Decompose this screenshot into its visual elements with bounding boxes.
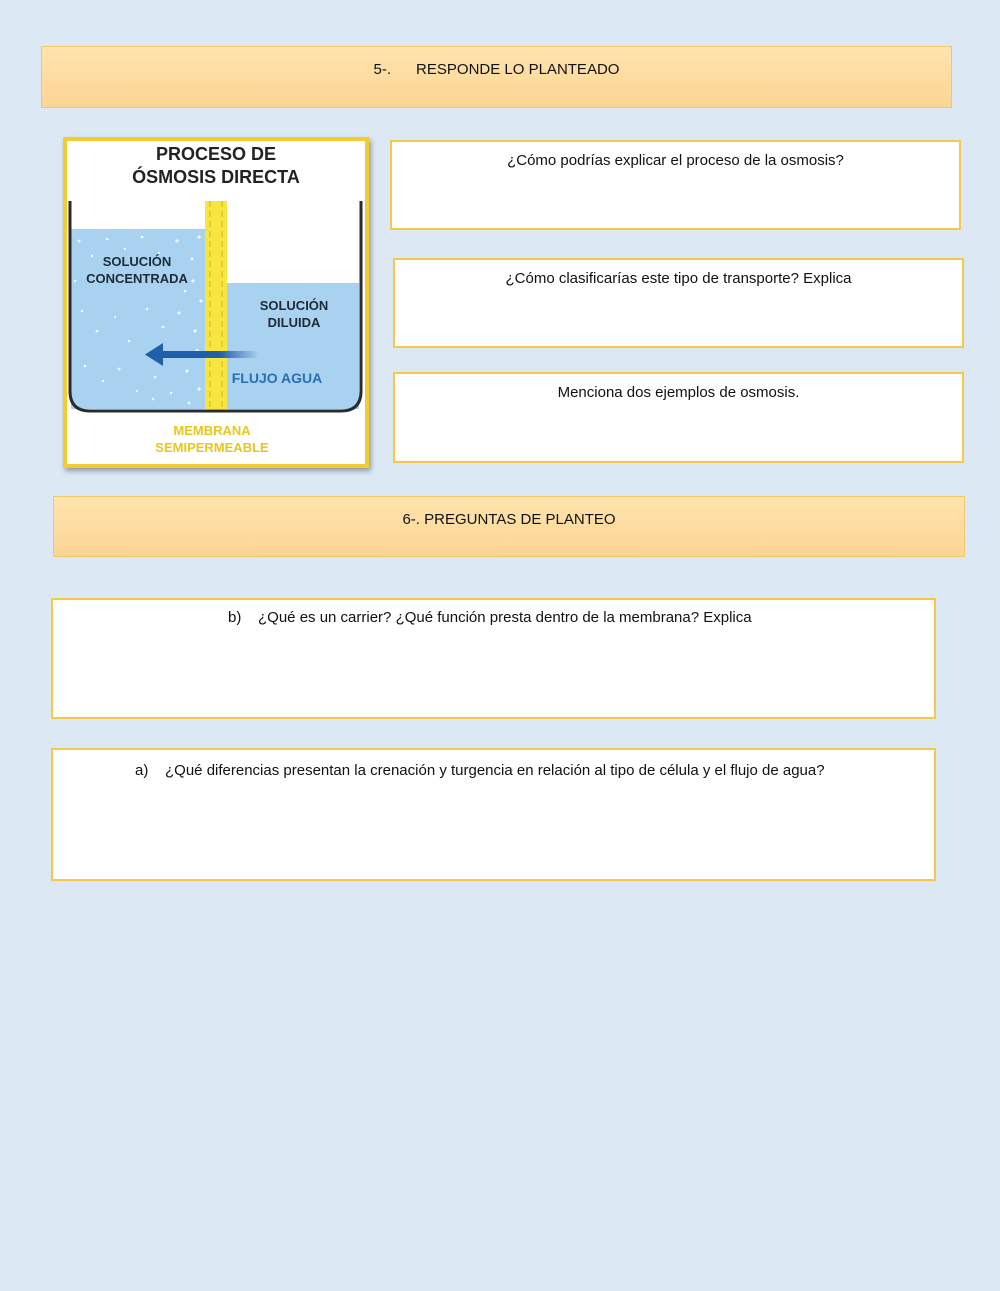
section-5-heading-banner — [41, 46, 952, 108]
section-6-heading: 6-. PREGUNTAS DE PLANTEO — [402, 511, 616, 528]
question-carrier: b) ¿Qué es un carrier? ¿Qué función presta dentro de la membrana? Explica — [228, 609, 752, 626]
label-membrane — [127, 422, 297, 456]
question-transport-type: ¿Cómo clasificarías este tipo de transporte? Explica — [505, 270, 852, 287]
label-concentrated-solution — [77, 253, 197, 287]
answer-box-osmosis-examples[interactable] — [393, 372, 964, 463]
label-diluted-line-1: SOLUCIÓN — [259, 298, 329, 313]
question-osmosis-process: ¿Cómo podrías explicar el proceso de la osmosis? — [507, 152, 844, 169]
answer-box-osmosis-process[interactable] — [390, 140, 961, 230]
label-water-flow: FLUJO AGUA — [231, 370, 323, 386]
question-crenation-turgency: a) ¿Qué diferencias presentan la crenación y turgencia en relación al tipo de célula y el flujo de agua? — [135, 762, 825, 779]
label-membrane-line-2: SEMIPERMEABLE — [155, 440, 269, 455]
section-6-heading-banner — [53, 496, 965, 557]
question-osmosis-examples: Menciona dos ejemplos de osmosis. — [557, 384, 800, 401]
label-concentrated-line-2: CONCENTRADA — [86, 271, 188, 286]
diagram-title-line-2: ÓSMOSIS DIRECTA — [132, 167, 300, 187]
label-concentrated-line-1: SOLUCIÓN — [102, 254, 172, 269]
label-diluted-solution — [237, 297, 351, 331]
answer-box-carrier[interactable] — [51, 598, 936, 719]
section-5-heading: 5-. RESPONDE LO PLANTEADO — [373, 61, 620, 78]
diagram-title — [67, 143, 365, 189]
label-diluted-line-2: DILUIDA — [267, 315, 321, 330]
osmosis-diagram — [63, 137, 369, 468]
semipermeable-membrane — [205, 201, 227, 409]
diagram-title-line-1: PROCESO DE — [155, 144, 277, 164]
answer-box-transport-type[interactable] — [393, 258, 964, 348]
label-membrane-line-1: MEMBRANA — [173, 423, 251, 438]
water-flow-arrow — [159, 351, 259, 358]
answer-box-crenation-turgency[interactable] — [51, 748, 936, 881]
